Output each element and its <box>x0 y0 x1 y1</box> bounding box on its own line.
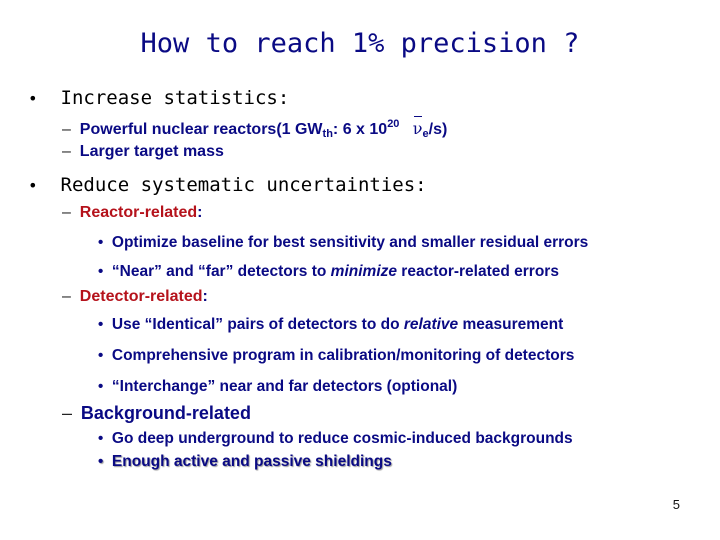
bullet-marker: • <box>98 316 104 333</box>
background-related-label: Background-related <box>80 403 251 423</box>
item-go-deep <box>98 430 573 448</box>
antineutrino-subscript: e <box>422 128 429 140</box>
slide-title: How to reach 1% precision ? <box>140 28 580 59</box>
dash-marker: – <box>62 403 73 423</box>
bullet-marker: • <box>98 263 104 280</box>
reactors-th-subscript: th <box>322 128 333 140</box>
go-deep-text: Go deep underground to reduce cosmic-induced backgrounds <box>111 430 573 447</box>
bullet-reduce-systematics <box>28 174 427 196</box>
reactor-related-colon: : <box>197 204 203 221</box>
calibration-text: Comprehensive program in calibration/monitoring of detectors <box>111 347 575 364</box>
item-larger-mass <box>62 143 224 161</box>
bullet-marker: • <box>28 89 38 108</box>
bullet-marker: • <box>98 347 104 364</box>
bullet-marker: • <box>98 234 104 251</box>
item-calibration-program <box>98 347 574 365</box>
identical-emphasis: relative <box>403 316 459 333</box>
identical-text-suffix: measurement <box>458 316 564 333</box>
reactors-exponent: 20 <box>387 118 400 130</box>
subheading-reactor-related <box>62 204 203 222</box>
detector-related-colon: : <box>202 288 208 305</box>
bullet-increase-statistics <box>28 87 289 109</box>
bullet-marker: • <box>98 453 104 470</box>
item-identical-pairs <box>98 316 563 334</box>
near-far-text-prefix: “Near” and “far” detectors to <box>111 263 331 280</box>
optimize-baseline-text: Optimize baseline for best sensitivity and smaller residual errors <box>111 234 589 251</box>
interchange-text: “Interchange” near and far detectors (optional) <box>111 378 458 395</box>
item-optimize-baseline <box>98 234 588 252</box>
item-powerful-reactors <box>62 118 447 140</box>
reactors-text-suffix: /s) <box>428 121 448 138</box>
reactors-text-prefix: Powerful nuclear reactors(1 GW <box>79 121 323 138</box>
heading-increase-statistics: Increase statistics: <box>60 87 290 109</box>
dash-marker: – <box>62 143 71 160</box>
bullet-marker: • <box>98 430 104 447</box>
heading-reduce-systematics: Reduce systematic uncertainties: <box>60 174 427 196</box>
item-shieldings <box>98 453 392 471</box>
page-number: 5 <box>672 497 680 512</box>
larger-mass-text: Larger target mass <box>79 143 224 160</box>
subheading-detector-related <box>62 288 208 306</box>
shieldings-text: Enough active and passive shieldings <box>111 453 392 470</box>
dash-marker: – <box>62 121 71 138</box>
identical-text-prefix: Use “Identical” pairs of detectors to do <box>111 316 404 333</box>
near-far-text-suffix: reactor-related errors <box>397 263 559 280</box>
near-far-emphasis: minimize <box>330 263 397 280</box>
detector-related-label: Detector-related <box>79 288 203 305</box>
item-interchange-detectors <box>98 378 457 396</box>
dash-marker: – <box>62 288 71 305</box>
bullet-marker: • <box>98 378 104 395</box>
antineutrino-symbol: ν <box>412 119 423 138</box>
dash-marker: – <box>62 204 71 221</box>
subheading-background-related <box>62 403 251 424</box>
reactor-related-label: Reactor-related <box>79 204 198 221</box>
item-near-far-detectors <box>98 263 559 281</box>
bullet-marker: • <box>28 176 38 195</box>
reactors-text-middle: : 6 x 10 <box>332 121 388 138</box>
